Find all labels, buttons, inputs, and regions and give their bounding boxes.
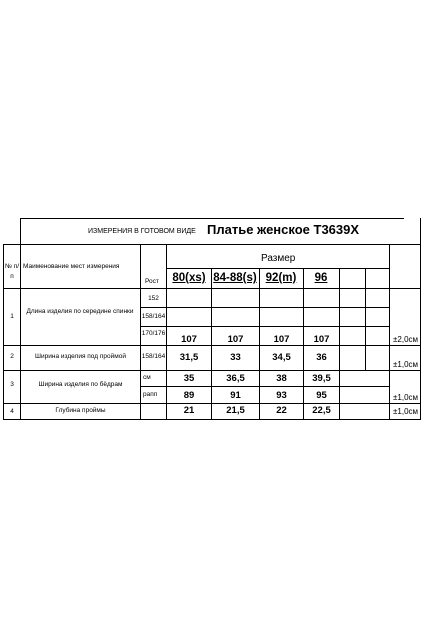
- rule-row3-sub: [140, 386, 389, 387]
- rule-size-6: [389, 244, 390, 420]
- row4-value-92m: 22: [276, 405, 287, 416]
- row2-value-92m: 34,5: [272, 352, 291, 363]
- row2-num: 2: [10, 353, 14, 360]
- row3-value-rapp-92m: 93: [276, 390, 287, 401]
- rule-row1-sub2: [140, 326, 389, 327]
- row1-sub-170-176: 170/176: [141, 330, 166, 337]
- rule-bottom: [3, 419, 421, 420]
- size-84-88s: 84-88(s): [213, 272, 257, 284]
- rule-razmer-bottom: [166, 268, 389, 269]
- row3-tolerance: ±1,0см: [393, 393, 419, 402]
- rule-row1-bottom: [3, 345, 421, 346]
- rule-size-4: [339, 268, 340, 420]
- row4-value-80xs: 21: [183, 405, 195, 416]
- rule-num-name: [20, 218, 21, 420]
- row2-value-96: 36: [316, 352, 327, 363]
- row4-name: Глубина проймы: [55, 407, 106, 414]
- row1-value-92m: 107: [273, 334, 290, 345]
- measurement-table: [3, 218, 421, 420]
- row3-sub-rapp: рапп: [143, 391, 158, 398]
- rule-right: [420, 218, 421, 420]
- row3-sub-cm: см: [143, 374, 151, 381]
- row1-value-84-88s: 107: [227, 334, 244, 345]
- row2-tolerance: ±1,0см: [393, 360, 419, 369]
- rule-size-5: [365, 268, 366, 370]
- row2-value-80xs: 31,5: [179, 352, 199, 363]
- header-size-group: Размер: [261, 253, 296, 264]
- size-80xs: 80(xs): [172, 272, 206, 284]
- table-subtitle: ИЗМЕРЕНИЯ В ГОТОВОМ ВИДЕ: [88, 228, 196, 235]
- rule-header-top: [3, 244, 421, 245]
- row4-num: 4: [10, 408, 14, 415]
- row3-value-cm-80xs: 35: [183, 373, 195, 384]
- header-num: № п/п: [4, 263, 20, 281]
- row2-name: Ширина изделия под проймой: [35, 353, 126, 360]
- row3-value-rapp-96: 95: [316, 390, 327, 401]
- rule-top: [20, 218, 404, 219]
- row4-tolerance: ±1,0см: [393, 407, 419, 416]
- row2-sub-158-164: 158/164: [141, 353, 166, 360]
- row1-sub-152: 152: [148, 295, 159, 302]
- row1-sub-158-164: 158/164: [141, 313, 166, 320]
- rule-row3-bottom: [3, 403, 421, 404]
- product-title: Платье женское Т3639Х: [207, 222, 360, 237]
- row3-value-cm-96: 39,5: [312, 373, 331, 384]
- row1-tolerance: ±2,0см: [393, 335, 419, 344]
- row3-value-cm-84-88s: 36,5: [226, 373, 245, 384]
- row2-value-84-88s: 33: [230, 352, 241, 363]
- row3-value-cm-92m: 38: [276, 373, 287, 384]
- rule-row2-bottom: [3, 370, 421, 371]
- row4-value-96: 22,5: [312, 405, 331, 416]
- row3-num: 3: [10, 381, 14, 388]
- row3-value-rapp-80xs: 89: [183, 390, 195, 401]
- header-name: Маименование мест измерения: [23, 263, 120, 270]
- row1-name: Длина изделия по середине спинки: [26, 308, 134, 315]
- row1-value-96: 107: [313, 334, 330, 345]
- rule-header-bottom: [3, 288, 421, 289]
- size-96: 96: [314, 272, 328, 284]
- rule-row1-sub1: [140, 307, 389, 308]
- row3-name: Ширина изделия по бёдрам: [38, 381, 123, 388]
- row4-value-84-88s: 21,5: [226, 405, 245, 416]
- row1-value-80xs: 107: [181, 334, 197, 345]
- size-92m: 92(m): [265, 272, 297, 284]
- row3-value-rapp-84-88s: 91: [230, 390, 241, 401]
- row1-num: 1: [10, 313, 14, 320]
- header-height: Рост: [145, 278, 159, 285]
